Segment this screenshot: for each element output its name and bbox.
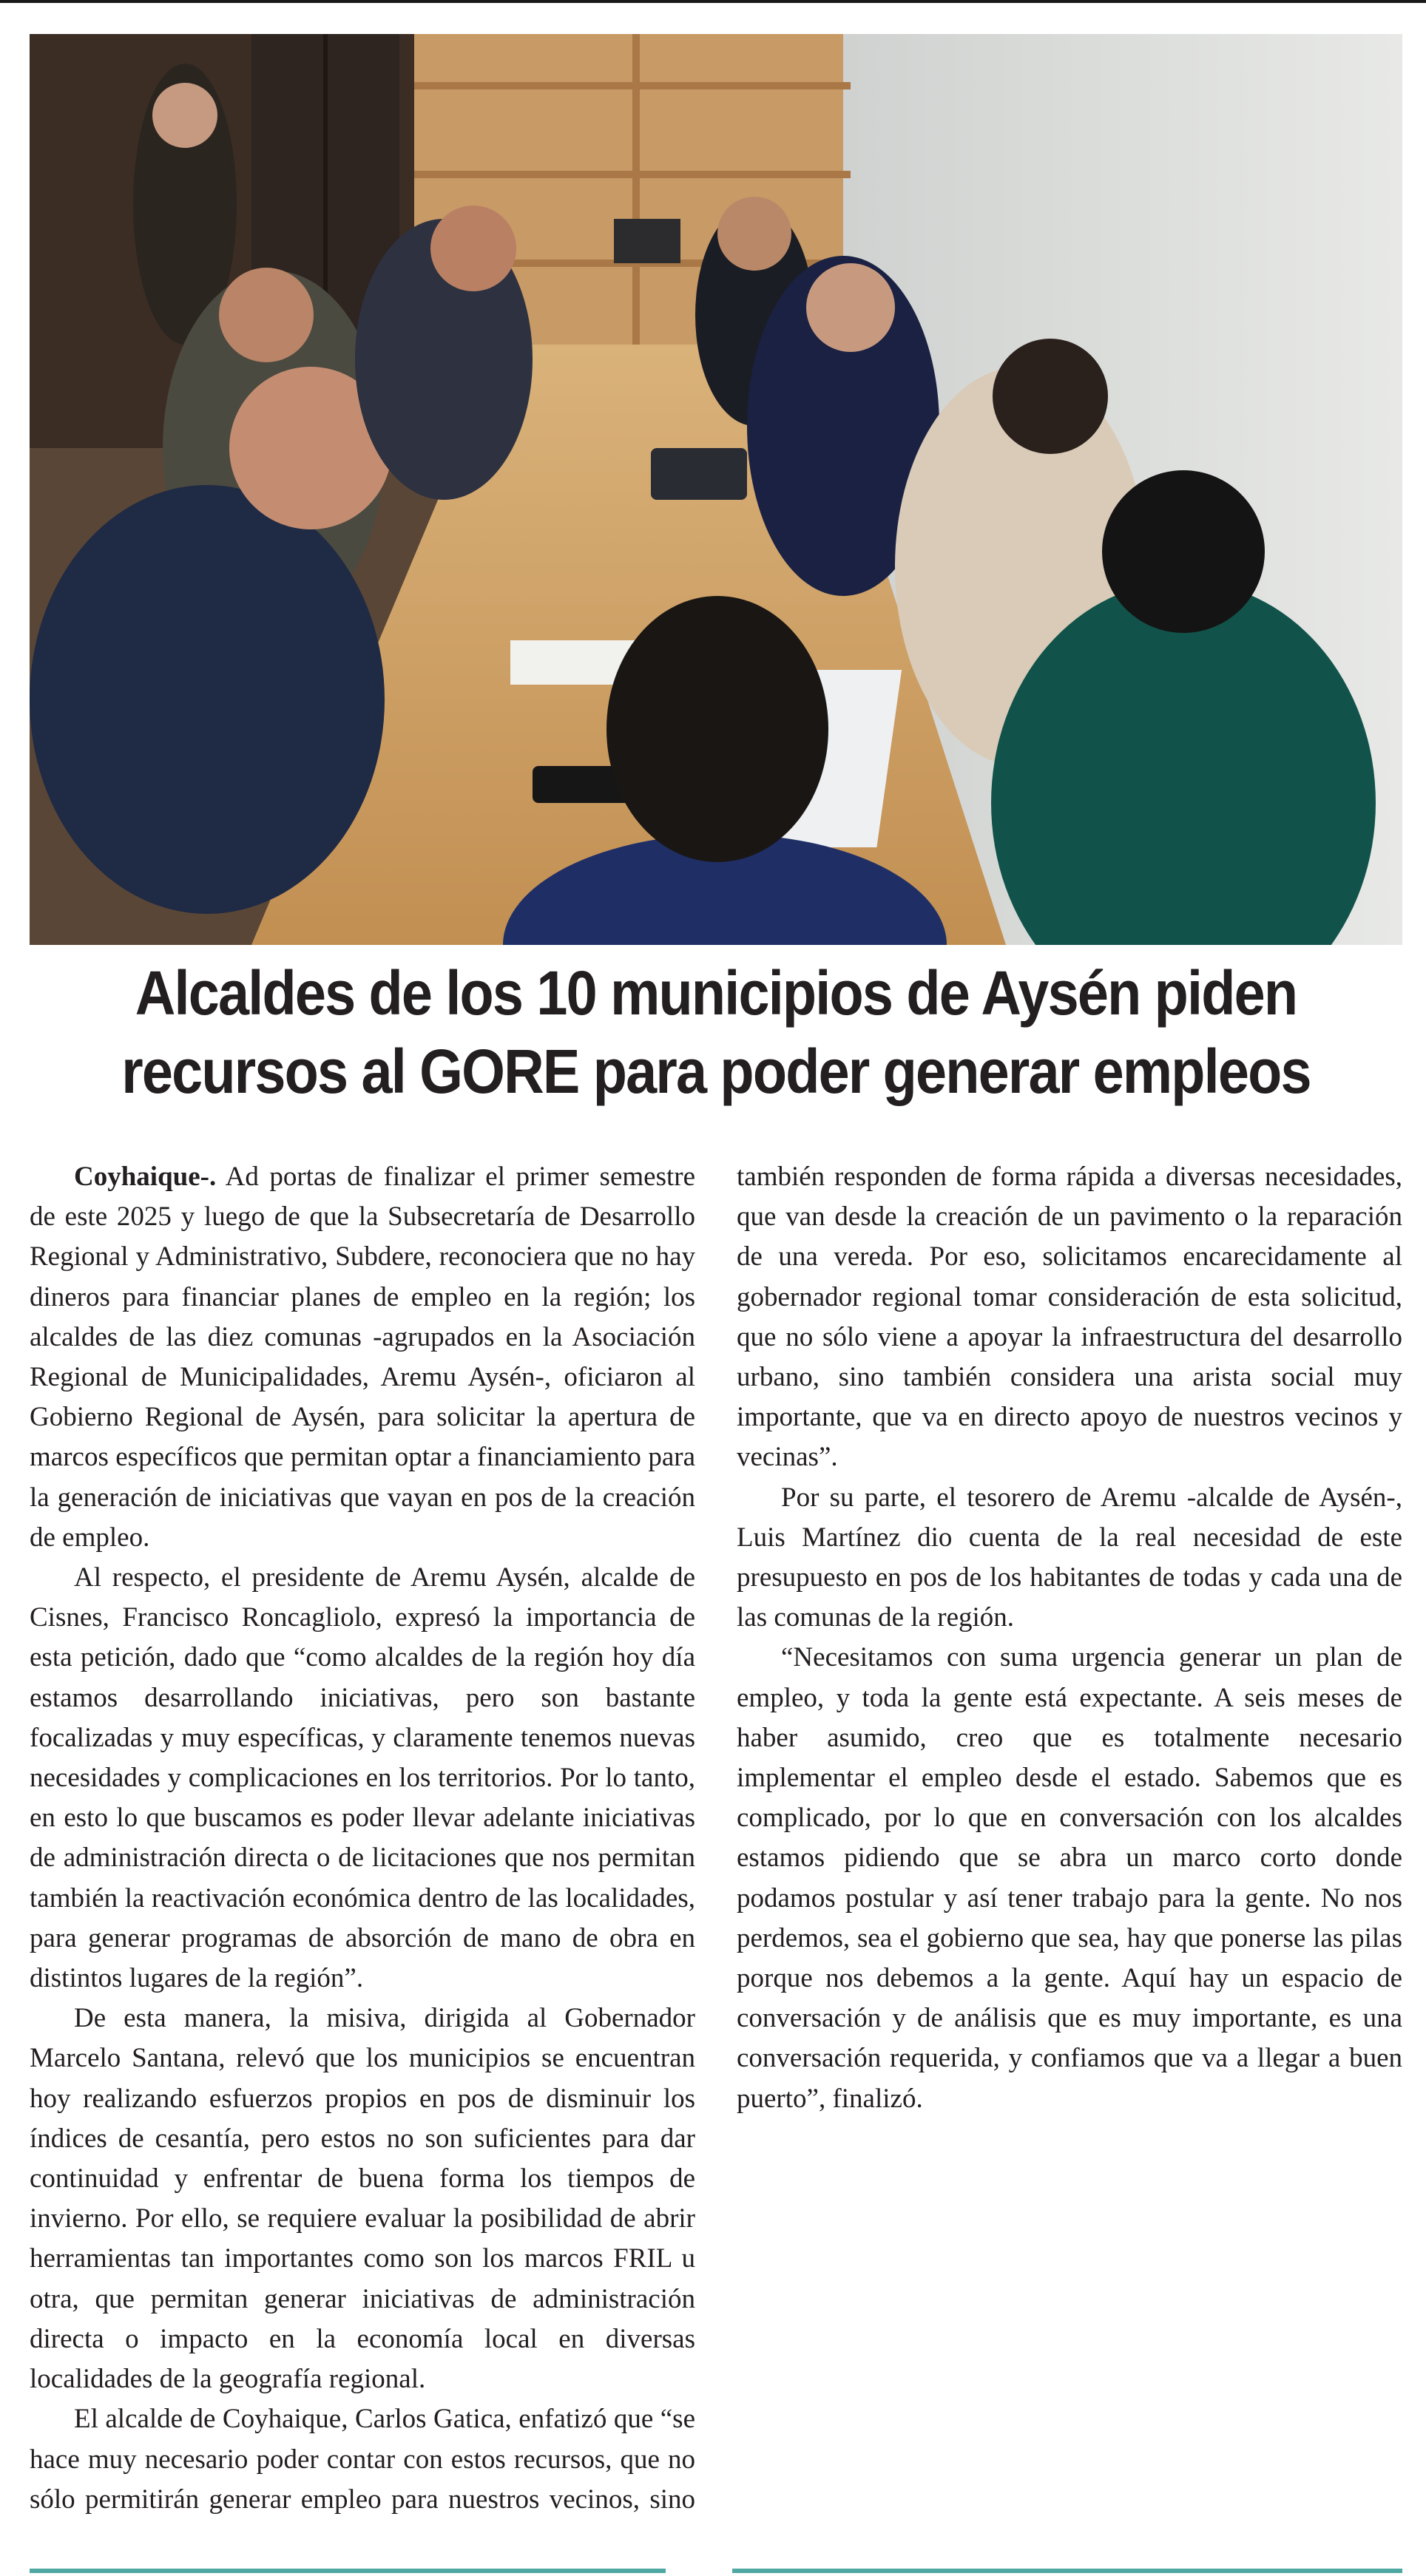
dateline: Coyhaique-. [74,1162,217,1192]
paragraph-4: El alcalde de Coyhaique, Carlos Gatica, enfatizó que “se hace muy necesario poder contar con estos recursos, que no sólo permitirán generar empleo para nuestros vecinos, sino también responden de forma rápida a diversas necesidades, que van desde la creación de un pavimento o la reparación de una vereda. Por eso, solicitamos encarecidamente al gobernador regional tomar consideración de esta solicitud, que no sólo viene a apoyar la infraestructura del desarrollo urbano, sino también considera una arista social muy importante, que va en directo apoyo de nuestros vecinos y vecinas”. [30,1162,1402,2515]
paragraph-5: Por su parte, el tesorero de Aremu -alcalde de Aysén-, Luis Martínez dio cuenta de la real necesidad de este presupuesto en pos de los habitantes de todas y cada una de las comunas de la región. [737,1482,1402,1633]
paragraph-1-text: Ad portas de finalizar el primer semestre de este 2025 y luego de que la Subsecretaría de Desarrollo Regional y Administrativo, Subdere, reconociera que no hay dineros para financiar planes de empleo en la región; los alcaldes de las diez comunas -agrupados en la Asociación Regional de Municipalidades, Aremu Aysén-, oficiaron al Gobierno Regional de Aysén, para solicitar la apertura de marcos específicos que permitan optar a financiamiento para la generación de iniciativas que vayan en pos de la creación de empleo. [30,1162,695,1553]
paragraph-3: De esta manera, la misiva, dirigida al Gobernador Marcelo Santana, relevó que los municipios se encuentran hoy realizando esfuerzos propios en pos de disminuir los índices de cesantía, pero estos no son suficientes para dar continuidad y enfrentar de buena forma los tiempos de invierno. Por ello, se requiere evaluar la posibilidad de abrir herramientas tan importantes como son los marcos FRIL u otra, que permitan generar iniciativas de administración directa o impacto en la economía local en diversas localidades de la geografía regional. [30,2003,695,2395]
article-photo [30,34,1402,945]
meeting-photo-illustration [30,34,1402,945]
paragraph-2: Al respecto, el presidente de Aremu Aysén, alcalde de Cisnes, Francisco Roncagliolo, expresó la importancia de esta petición, dado que “como alcaldes de la región hoy día estamos desarrollando iniciativas, pero son bastante focalizadas y muy específicas, y claramente tenemos nuevas necesidades y complicaciones en los territorios. Por lo tanto, en esto lo que buscamos es poder llevar adelante iniciativas de administración directa o de licitaciones que nos permitan también la reactivación económica dentro de las localidades, para generar programas de absorción de mano de obra en distintos lugares de la región”. [30,1562,695,1994]
article-body [30,1157,1402,2547]
top-rule [0,0,1426,3]
paragraph-6: “Necesitamos con suma urgencia generar un plan de empleo, y toda la gente está expectante. A seis meses de haber asumido, creo que es totalmente necesario implementar el empleo desde el estado. Sabemos que es complicado, por lo que en conversación con los alcaldes estamos pidiendo que se abra un marco corto donde podamos postular y así tener trabajo para la gente. No nos perdemos, sea el gobierno que sea, hay que ponerse las pilas porque nos debemos a la gente. Aquí hay un espacio de conversación y de análisis que es muy importante, es una conversación requerida, y confiamos que va a llegar a buen puerto”, finalizó. [737,1642,1402,2114]
paragraph-1 [30,1157,695,1558]
footer-rule-left [30,2569,666,2573]
headline: Alcaldes de los 10 municipios de Aysén piden recursos al GORE para poder generar empleos [121,958,1311,1106]
footer-rule-right [732,2569,1402,2573]
